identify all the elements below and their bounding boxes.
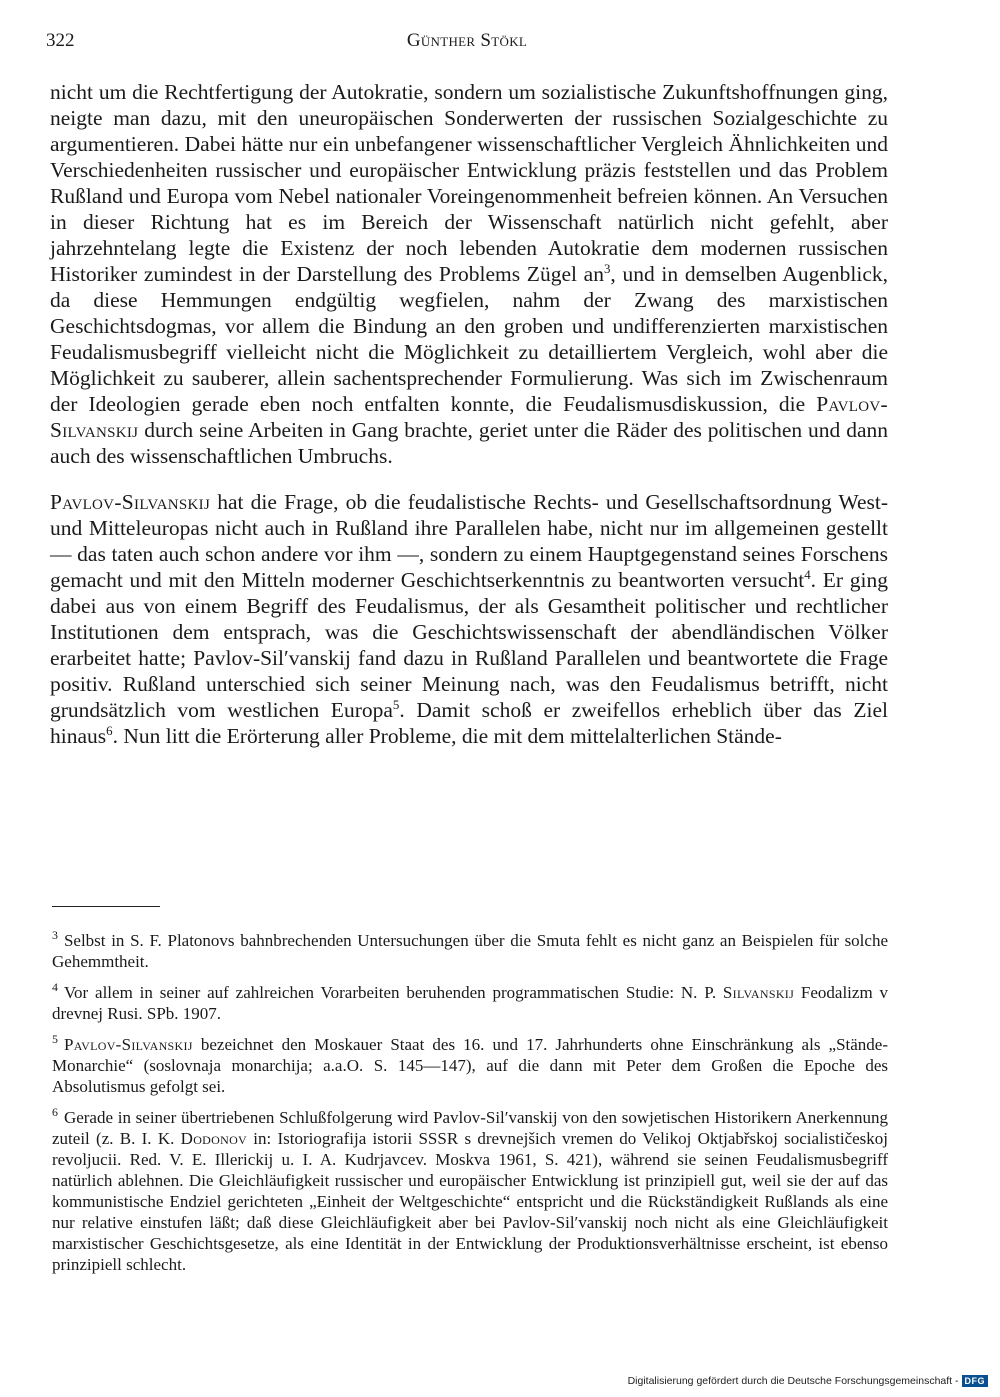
footnote-5: $^5$ Pavlov-Silvanskij bezeichnet den Moskauer Staat des 16. und 17. Jahrhunderts ohne Einschränkung als „Stände-Monarchie“ (soslovnaja monarchija; a.a.O. S. 145—147), auf die dann mit Peter dem Großen die Epoche des Absolutismus gefolgt sei. (52, 1032, 888, 1096)
running-title: Günther Stökl (406, 30, 528, 51)
paragraph-2: Pavlov-Silvanskij hat die Frage, ob die feudalistische Rechts- und Gesellschaftsordnung West- und Mitteleuropas nicht auch in Rußland ihre Parallelen habe, nicht nur im allgemeinen gestellt — das taten auch schon andere vor ihm —, sondern zu einem Hauptgegenstand seines Forschens gemacht und mit den Mitteln moderner Geschichtserkenntnis zu beantworten versucht$^4$. Er ging dabei aus von einem Begriff des Feudalismus, der als Gesamtheit politischer und rechtlicher Institutionen dem entsprach, was die Geschichtswissenschaft der abendländischen Völker erarbeitet hatte; Pavlov-Silʹvanskij fand dazu in Rußland Parallelen und beantwortete die Frage positiv. Rußland unterschied sich seiner Meinung nach, was den Feudalismus betrifft, nicht grundsätzlich vom westlichen Europa$^5$. Damit schoß er zweifellos erheblich über das Ziel hinaus$^6$. Nun litt die Erörterung aller Probleme, die mit dem mittelalterlichen Stände- (50, 490, 888, 748)
digitization-credit (628, 1375, 988, 1387)
footnotes (52, 930, 888, 1285)
author-name: Pavlov-Silvanskij (50, 392, 888, 442)
footnote-ref-3[interactable]: 3 (603, 261, 611, 276)
footnote-4: $^4$ Vor allem in seiner auf zahlreichen Vorarbeiten beruhenden programmatischen Studie: N. P. Silvanskij Feodalizm v drevnej Rusi. SPb. 1907. (52, 980, 889, 1023)
footnote-3: $^3$ Selbst in S. F. Platonovs bahnbrechenden Untersuchungen über die Smuta fehlt es nicht ganz an Beispielen für solche Gehemmtheit. (52, 928, 888, 971)
paragraph-1: nicht um die Rechtfertigung der Autokratie, sondern um sozialistische Zukunftshoffnungen ging, neigte man dazu, mit den uneuropäischen Sonderwerten der russischen Sozialgeschichte zu argumentieren. Dabei hätte nur ein unbefangener wissenschaftlicher Vergleich Ähnlichkeiten und Verschiedenheiten russischer und europäischer Entwicklung präzis feststellen und das Problem Rußland und Europa vom Nebel nationaler Voreingenommenheit befreien können. An Versuchen in dieser Richtung hat es im Bereich der Wissenschaft natürlich nicht gefehlt, aber jahrzehntelang legte die Existenz der noch lebenden Autokratie dem modernen russischen Historiker zumindest in der Darstellung des Problems Zügel $an^3$, und in demselben Augenblick, da diese Hemmungen endgültig wegfielen, nahm der Zwang des marxistischen Geschichtsdogmas, vor allem die Bindung an den groben und undifferenzierten marxistischen Feudalismusbegriff vielleicht nicht die Möglichkeit zu detailliertem Vergleich, wohl aber die Möglichkeit zu sauberer, allein sachentsprechender Formulierung. Was sich im Zwischenraum der Ideologien gerade eben noch entfalten konnte, die Feudalismusdiskussion, die Pavlov-Silvanskij durch seine Arbeiten in Gang brachte, geriet unter die Räder des politischen und dann auch des wissenschaftlichen Umbruchs. (50, 80, 888, 468)
main-text (50, 79, 888, 749)
footnote-divider (52, 906, 160, 907)
credit-text: Digitalisierung gefördert durch die Deutsche Forschungsgemeinschaft - (627, 1375, 959, 1387)
footnote-ref-6[interactable]: 6 (106, 723, 113, 738)
dfg-logo: DFG (962, 1375, 989, 1387)
footnote-ref-5[interactable]: 5 (392, 697, 400, 712)
page-number: 322 (46, 30, 75, 51)
author-name: Pavlov-Silvanskij (50, 490, 211, 514)
footnote-6: $^6$ Gerade in seiner übertriebenen Schlußfolgerung wird Pavlov-Silʹvanskij von den sowjetischen Historikern Anerkennung zuteil (z. B. I. K. Dodonov in: Istoriografija istorii SSSR s drevnejšich vremen do Velikoj Oktjabřskoj socialističeskoj revoljucii. Red. V. E. Illerickij u. I. A. Kudrjavcev. Moskva 1961, S. 421), während sie seinen Feudalismusbegriff natürlich ablehnen. Die Gleichläufigkeit russischer und europäischer Entwicklung ist prinzipiell gut, weil sie der auf das kommunistische Endziel gerichteten „Einheit der Weltgeschichte“ entspricht und die Rückständigkeit Rußlands als eine nur relative einstufen läßt; daß diese Gleichläufigkeit aber bei Pavlov-Silʹvanskij noch nicht als eine Gleichläufigkeit marxistischer Geschichtsgesetze, als eine Identität in der Entwicklung der Produktionsverhältnisse erscheint, ist ebenso prinzipiell schlecht. (52, 1105, 889, 1274)
page-header (46, 30, 888, 58)
footnote-ref-4[interactable]: 4 (804, 567, 811, 582)
